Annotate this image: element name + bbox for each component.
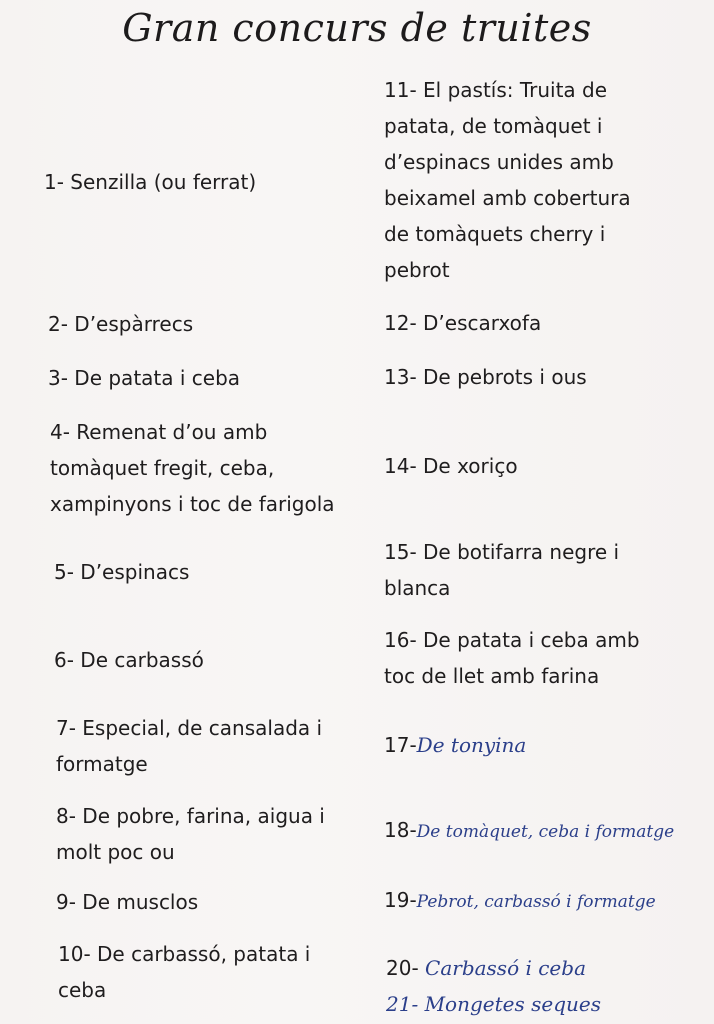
list-item-number: 21- — [386, 992, 419, 1016]
handwritten-text: Carbassó i ceba — [425, 956, 586, 980]
list-item-19 — [384, 882, 656, 920]
list-item-7 — [56, 710, 322, 782]
list-item-line: molt poc ou — [56, 840, 175, 864]
list-item-line: 11- El pastís: Truita de — [384, 78, 608, 102]
list-item-15 — [384, 534, 619, 606]
list-item-1 — [44, 164, 256, 200]
list-item-line: tomàquet fregit, ceba, — [50, 456, 275, 480]
list-item-number: 19- — [384, 888, 417, 912]
list-item-10 — [58, 936, 310, 1008]
list-item-line: d’espinacs unides amb — [384, 150, 614, 174]
list-item-4 — [50, 414, 335, 522]
list-item-line: blanca — [384, 576, 451, 600]
list-item-2 — [48, 306, 193, 342]
list-item-line: 16- De patata i ceba amb — [384, 628, 640, 652]
list-item-17 — [384, 727, 526, 763]
list-item-line: 12- D’escarxofa — [384, 311, 542, 335]
list-item-20 — [386, 950, 586, 986]
list-item-11 — [384, 72, 631, 288]
list-item-line: 9- De musclos — [56, 890, 199, 914]
list-item-line: patata, de tomàquet i — [384, 114, 603, 138]
list-item-line: 5- D’espinacs — [54, 560, 190, 584]
list-item-line: xampinyons i toc de farigola — [50, 492, 335, 516]
list-item-16 — [384, 622, 640, 694]
list-item-line: beixamel amb cobertura — [384, 186, 631, 210]
list-item-14 — [384, 448, 518, 484]
list-item-line: 3- De patata i ceba — [48, 366, 241, 390]
handwritten-text: Pebrot, carbassó i formatge — [416, 892, 656, 912]
list-item-13 — [384, 359, 587, 395]
list-item-line: 4- Remenat d’ou amb — [50, 420, 268, 444]
handwritten-text: De tonyina — [416, 733, 527, 757]
list-item-5 — [54, 554, 189, 590]
list-item-number: 17- — [384, 733, 417, 757]
list-item-18 — [384, 812, 674, 850]
list-item-line: 2- D’espàrrecs — [48, 312, 194, 336]
list-item-number: 18- — [384, 818, 417, 842]
list-item-3 — [48, 360, 240, 396]
list-item-number: 20- — [386, 956, 419, 980]
list-item-line: 10- De carbassó, patata i — [58, 942, 311, 966]
list-item-line: 7- Especial, de cansalada i — [56, 716, 323, 740]
handwritten-text: De tomàquet, ceba i formatge — [416, 822, 675, 842]
list-item-9 — [56, 884, 198, 920]
list-item-21 — [386, 986, 601, 1022]
list-item-line: pebrot — [384, 258, 450, 282]
list-item-line: 13- De pebrots i ous — [384, 365, 587, 389]
list-item-line: de tomàquets cherry i — [384, 222, 606, 246]
page-title: Gran concurs de truites — [122, 6, 592, 50]
list-item-line: formatge — [56, 752, 148, 776]
handwritten-text: Mongetes seques — [424, 992, 601, 1016]
list-item-6 — [54, 642, 204, 678]
list-item-8 — [56, 798, 325, 870]
list-item-line: 1- Senzilla (ou ferrat) — [44, 170, 257, 194]
list-item-line: ceba — [58, 978, 107, 1002]
list-item-line: 14- De xoriço — [384, 454, 518, 478]
list-item-line: toc de llet amb farina — [384, 664, 600, 688]
list-item-line: 15- De botifarra negre i — [384, 540, 620, 564]
list-item-12 — [384, 305, 541, 341]
list-item-line: 8- De pobre, farina, aigua i — [56, 804, 325, 828]
list-item-line: 6- De carbassó — [54, 648, 204, 672]
